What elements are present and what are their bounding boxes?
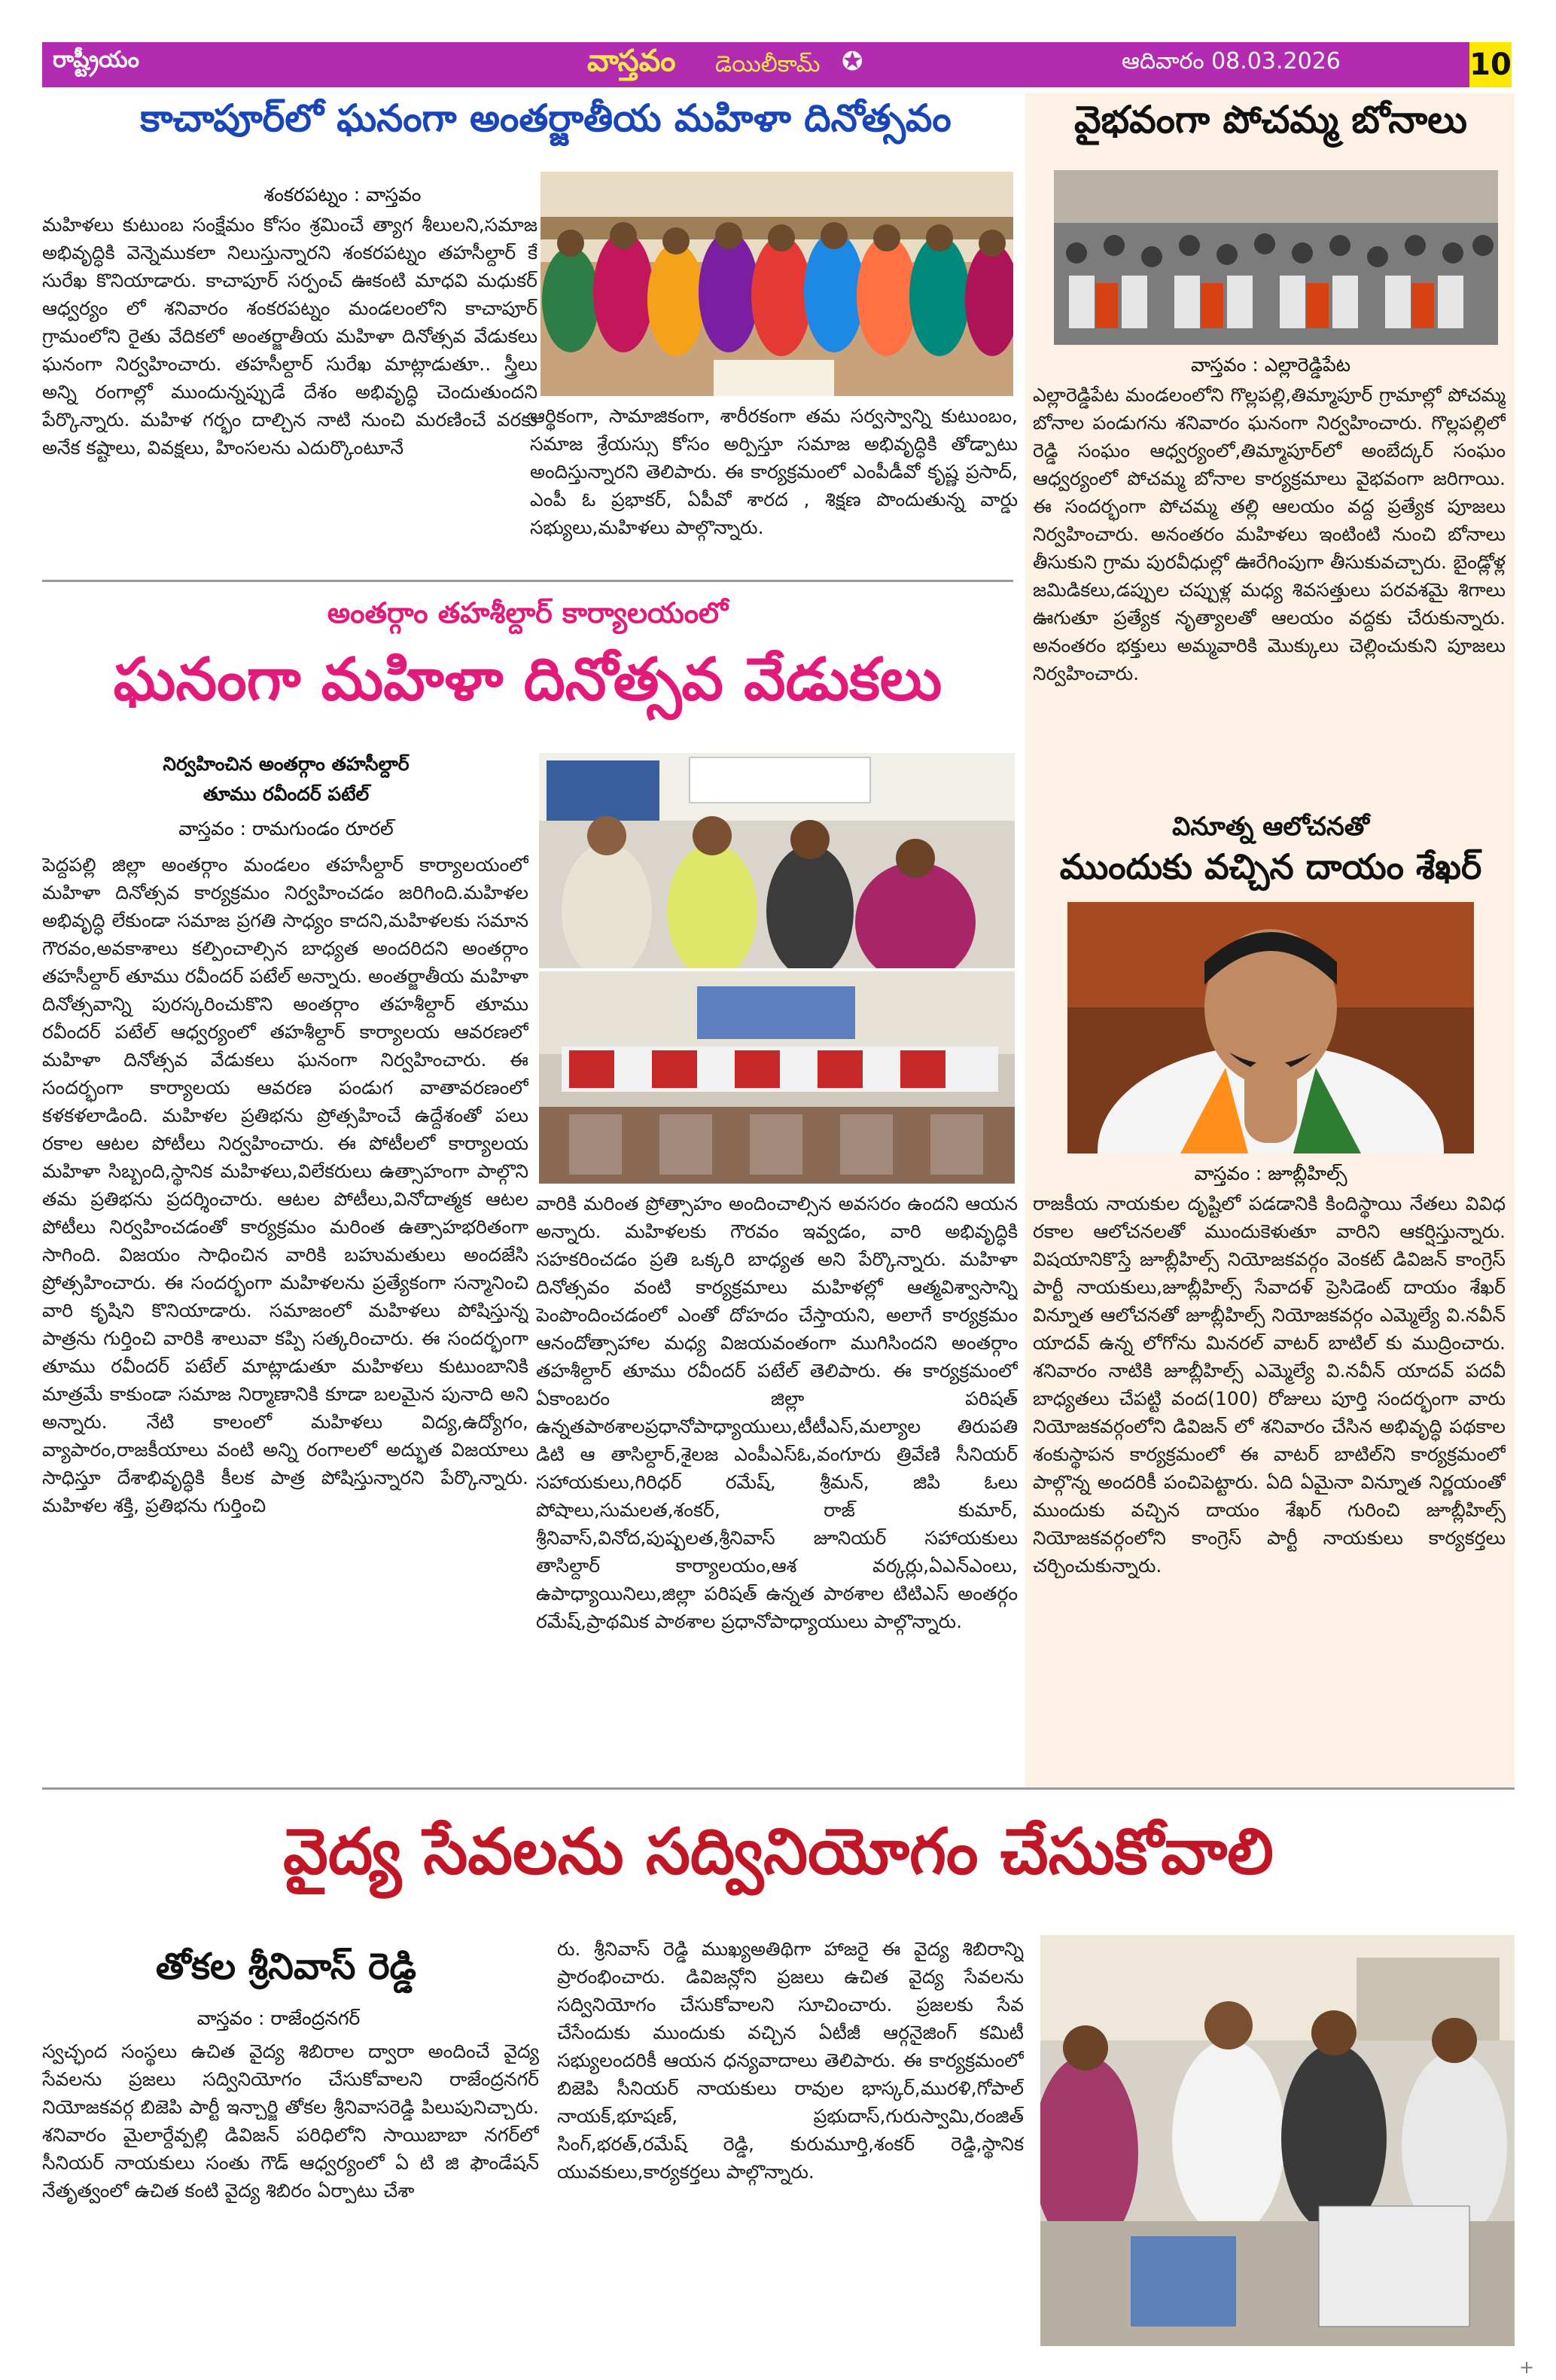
article2-column-2: వారికి మరింత ప్రోత్సాహం అందించాల్సిన అవసరం ఉందని ఆయన అన్నారు. మహిళలకు గౌరవం ఇవ్వడం, వారి అభివృద్ధికి సహకరించడం ప్రతి ఒక్కరి బాధ్యత అని పేర్కొన్నారు. మహిళా దినోత్సవం వంటి కార్యక్రమాలు మహిళల్లో ఆత్మవిశ్వాసాన్ని పెంపొందించడంలో ఎంతో దోహదం చేస్తాయని, అలాగే కార్యక్రమం ఆనందోత్సాహాల మధ్య విజయవంతంగా ముగిసిందని అంతర్గాం తహశీల్దార్ తూము రవీందర్ పటేల్ తెలిపారు. ఈ కార్యక్రమంలో ఏకాంబరం జిల్లా పరిషత్ ఉన్నతపాఠశాలప్రధానోపాధ్యాయులు,టీటీఎస్,మల్యాల తిరుపతి డిటి ఆ తాసిల్దార్,శైలజ ఎంపీఎస్ఓ,వంగూరు త్రివేణి సీనియర్ సహాయకులు,గిరిధర్ రమేష్, శ్రీమన్, జిపి ఓలు పోషాలు,సుమలత,శంకర్, రాజ్ కుమార్, శ్రీనివాస్,వినోద,పుష్పలత,శ్రీనివాస్ జూనియర్ సహాయకులు తాసిల్దార్ కార్యాలయం,ఆశ వర్కర్లు,ఏఎన్ఎంలు, ఉపాధ్యాయినిలు,జిల్లా పరిషత్ ఉన్నత పాఠశాల టిటిఎస్ అంతర్గం రమేష్,ప్రాథమిక పాఠశాల ప్రధానోపాధ్యాయులు పాల్గొన్నారు. — [536, 1193, 1018, 1632]
bird-icon: ✪ — [842, 47, 863, 77]
article4-kicker: వినూత్న ఆలోచనతో — [1172, 812, 1369, 842]
article2-photo-1 — [539, 753, 1015, 968]
article4-dateline: వాస్తవం : జూబ్లీహిల్స్ — [1194, 1163, 1347, 1184]
article5-column-2: రు. శ్రీనివాస్ రెడ్డి ముఖ్యఅతిథిగా హాజరై ఈ వైద్య శిబిరాన్ని ప్రారంభించారు. డివిజన్లోని ప్రజలు ఉచిత వైద్య సేవలను సద్వినియోగం చేసుకోవాలని సూచించారు. ప్రజలకు సేవ చేసేందుకు ముందుకు వచ్చిన ఏటీజీ ఆర్గనైజింగ్ కమిటీ సభ్యులందరికీ ఆయన ధన్యవాదాలు తెలిపారు. ఈ కార్యక్రమంలో బిజెపి సీనియర్ నాయకులు రావుల భాస్కర్,మురళి,గోపాల్ నాయక్,భూషణ్, ప్రభుదాస్,గురుస్వామి,రంజిత్ సింగ్,భరత్,రమేష్ రెడ్డి, కురుమూర్తి,శంకర్ రెడ్డి,స్థానిక యువకులు,కార్యకర్తలు పాల్గొన్నారు. — [557, 1938, 1024, 2183]
article3-dateline: వాస్తవం : ఎల్లారెడ్డిపేట — [1190, 354, 1351, 376]
article2-headline: ఘనంగా మహిళా దినోత్సవ వేడుకలు — [113, 646, 942, 714]
article4-body: రాజకీయ నాయకుల దృష్టిలో పడడానికి కిందిస్థాయి నేతలు వివిధ రకాల ఆలోచనలతో ముందుకెళుతూ వారిని ఆకర్షిస్తున్నారు. విషయానికొస్తే జూబ్లీహిల్స్ నియోజకవర్గం వెంకట్ డివిజన్ కాంగ్రెస్ పార్టీ నాయకులు,జూబ్లీహిల్స్ సేవాదళ్ ప్రెసిడెంట్ దాయం శేఖర్ విన్నూత ఆలోచనతో జూబ్లీహిల్స్ నియోజకవర్గం ఎమ్మెల్యే వి.నవీన్ యాదవ్ ఉన్న లోగోను మినరల్ వాటర్ బాటిల్ కు ముద్రించారు. శనివారం నాటికి జూబ్లీహిల్స్ ఎమ్మెల్యే వి.నవీన్ యాదవ్ పదవీ బాధ్యతలు చేపట్టి వంద(100) రోజులు పూర్తి సందర్భంగా వారు నియోజకవర్గంలోని డివిజన్ లో శనివారం చేసిన అభివృద్ధి పథకాల శంకుస్థాపన కార్యక్రమంలో ఈ వాటర్ బాటిల్‌ని కార్యక్రమంలో పాల్గొన్న అందరికీ పంచిపెట్టారు. ఏది ఏమైనా విన్నూత నిర్ణయంతో ముందుకు వచ్చిన దాయం శేఖర్ గురించి జూబ్లీహిల్స్ నియోజకవర్గంలోని కాంగ్రెస్ పార్టీ నాయకులు కార్యకర్తలు చర్చించుకున్నారు. — [1033, 1193, 1506, 1577]
article2-column-1: పెద్దపల్లి జిల్లా అంతర్గాం మండలం తహసీల్దార్ కార్యాలయంలో మహిళా దినోత్సవ కార్యక్రమం నిర్వహించడం జరిగింది.మహిళల అభివృద్ధి లేకుండా సమాజ ప్రగతి సాధ్యం కాదని,మహిళలకు సమాన గౌరవం,అవకాశాలు కల్పించాల్సిన బాధ్యత అందరిదని అంతర్గాం తహసీల్దార్ తూము రవీందర్ పటేల్ అన్నారు. అంతర్జాతీయ మహిళా దినోత్సవాన్ని పురస్కరించుకొని అంతర్గాం తహశీల్దార్ తూము రవీందర్ పటేల్ ఆధ్వర్యంలో తహశీల్దార్ కార్యాలయ ఆవరణలో మహిళా దినోత్సవ వేడుకలు ఘనంగా నిర్వహించారు. ఈ సందర్భంగా కార్యాలయ ఆవరణ పండుగ వాతావరణంలో కళకళలాడింది. మహిళల ప్రతిభను ప్రోత్సహించే ఉద్దేశంతో పలు రకాల ఆటల పోటీలు నిర్వహించారు. ఈ పోటీలలో కార్యాలయ మహిళా సిబ్బంది,స్థానిక మహిళలు,విలేకరులు ఉత్సాహంగా పాల్గొని తమ ప్రతిభను ప్రదర్శించారు. ఆటల పోటీలు,వినోదాత్మక ఆటల పోటీలు నిర్వహించడంతో కార్యక్రమం మరింత ఉత్సాహభరితంగా సాగింది. విజయం సాధించిన వారికి బహుమతులు అందజేసి ప్రోత్సహించారు. ఈ సందర్భంగా మహిళలను ప్రత్యేకంగా సన్మానించి వారి కృషిని కొనియాడారు. సమాజంలో మహిళలు పోషిస్తున్న పాత్రను గుర్తించి వారికి శాలువా కప్పి సత్కరించారు. ఈ సందర్భంగా తూము రవీందర్ పటేల్ మాట్లాడుతూ మహిళలు కుటుంబానికి మాత్రమే కాకుండా సమాజ నిర్మాణానికి కూడా బలమైన పునాది అని అన్నారు. నేటి కాలంలో మహిళలు విద్య,ఉద్యోగం, వ్యాపారం,రాజకీయాలు వంటి అన్ని రంగాలలో అద్భుత విజయాలు సాధిస్తూ దేశాభివృద్ధికి కీలక పాత్ర పోషిస్తున్నారని పేర్కొన్నారు. మహిళల శక్తి, ప్రతిభను గుర్తించి — [42, 854, 528, 1516]
article5-photo — [1040, 1935, 1515, 2346]
article2-kicker: అంతర్గాం తహశీల్దార్ కార్యాలయంలో — [327, 596, 729, 629]
article5-dateline: వాస్తవం : రాజేంద్రనగర్ — [196, 2007, 361, 2029]
article3-body: ఎల్లారెడ్డిపేట మండలంలోని గొల్లపల్లి,తిమ్మాపూర్ గ్రామాల్లో పోచమ్మ బోనాల పండుగను శనివారం ఘనంగా నిర్వహించారు. గొల్లపల్లిలో రెడ్డి సంఘం ఆధ్వర్యంలో,తిమ్మాపూర్‌లో అంబేద్కర్ సంఘం ఆధ్వర్యంలో పోచమ్మ బోనాల కార్యక్రమాలు వైభవంగా జరిగాయి. ఈ సందర్భంగా పోచమ్మ తల్లి ఆలయం వద్ద ప్రత్యేక పూజలు నిర్వహించారు. అనంతరం మహిళలు ఇంటింటి నుంచి బోనాలు తీసుకుని గ్రామ పురవీధుల్లో ఊరేగింపుగా తీసుకువచ్చారు. బైండ్లోళ్ల జమిడికలు,డప్పుల చప్పుళ్ల మధ్య శివసత్తులు పరవశమై శిగాలు ఊగుతూ ప్రత్యేక నృత్యాలతో ఆలయం వద్దకు చేరుకున్నారు. అనంతరం భక్తులు అమ్మవారికి మొక్కులు చెల్లించుకుని పూజలు నిర్వహించారు. — [1033, 384, 1506, 684]
article1-column-1: మహిళలు కుటుంబ సంక్షేమం కోసం శ్రమించే త్యాగ శీలులని,సమాజ అభివృద్ధికి వెన్నెముకలా నిలుస్తున్నారని శంకరపట్నం తహసీల్దార్ కే సురేఖ కొనియాడారు. కాచాపూర్ సర్పంచ్ ఊకంటి మాధవి మధుకర్ ఆధ్వర్యం లో శనివారం శంకరపట్నం మండలంలోని కాచాపూర్ గ్రామంలోని రైతు వేదికలో అంతర్జాతీయ మహిళా దినోత్సవ వేడుకలు ఘనంగా నిర్వహించారు. తహసీల్దార్ సురేఖ మాట్లాడుతూ.. స్త్రీలు అన్ని రంగాల్లో ముందున్నప్పుడే దేశం అభివృద్ధి చెందుతుందని పేర్కొన్నారు. మహిళ గర్భం దాల్చిన నాటి నుంచి మరణించే వరకు అనేక కష్టాలు, వివక్షలు, హింసలను ఎదుర్కొంటూనే — [42, 214, 537, 459]
article2-subline-2: తూము రవీందర్ పటేల్ — [202, 783, 370, 805]
divider — [42, 580, 1013, 582]
crop-mark-icon: + — [1519, 2357, 1535, 2378]
newspaper-name: వాస్తవం — [587, 44, 676, 78]
article2-dateline: వాస్తవం : రామగుండం రూరల్ — [178, 818, 394, 840]
page-number: 10 — [1469, 42, 1512, 87]
article3-photo — [1054, 170, 1498, 345]
article1-dateline: శంకరపట్నం : వాస్తవం — [263, 184, 422, 206]
divider — [42, 1787, 1515, 1790]
section-name: రాష్ట్రీయం — [53, 47, 139, 73]
article1-photo — [540, 172, 1013, 396]
article2-subline-1: నిర్వహించిన అంతర్గాం తహసీల్దార్ — [163, 753, 410, 775]
article4-photo — [1067, 902, 1474, 1153]
article5-headline: వైద్య సేవలను సద్వినియోగం చేసుకోవాలి — [283, 1815, 1274, 1888]
article5-column-1: స్వచ్ఛంద సంస్థలు ఉచిత వైద్య శిబిరాల ద్వారా అందించే వైద్య సేవలను ప్రజలు సద్వినియోగం చేసుకోవాలని రాజేంద్రనగర్ నియోజకవర్గ బిజెపి పార్టీ ఇన్చార్జి తోకల శ్రీనివాసరెడ్డి పిలుపునిచ్చారు. శనివారం మైలార్దేవ్పల్లి డివిజన్ పరిధిలోని సాయిబాబా నగర్‌లో సీనియర్ నాయకులు సంతు గౌడ్ ఆధ్వర్యంలో ఏ టి జి ఫౌండేషన్ నేతృత్వంలో ఉచిత కంటి వైద్య శిబిరం ఏర్పాటు చేశా — [42, 2040, 539, 2202]
article2-photo-2 — [539, 971, 1015, 1184]
article1-column-2: ఆర్థికంగా, సామాజికంగా, శారీరకంగా తమ సర్వస్వాన్ని కుటుంబం, సమాజ శ్రేయస్సు కోసం అర్పిస్తూ సమాజ అభివృద్ధికి తోడ్పాటు అందిస్తున్నారని తెలిపారు. ఈ కార్యక్రమంలో ఎంపీడీవో కృష్ణ ప్రసాద్, ఎంపీ ఓ ప్రభాకర్, ఏపీవో శారద , శిక్షణ పొందుతున్న వార్డు సభ్యులు,మహిళలు పాల్గొన్నారు. — [530, 405, 1018, 538]
article1-headline: కాచాపూర్‌లో ఘనంగా అంతర్జాతీయ మహిళా దినోత్సవం — [140, 96, 952, 140]
newspaper-subtitle: డెయిలీకామ్ — [715, 51, 821, 78]
article5-subhead: తోకల శ్రీనివాస్ రెడ్డి — [155, 1946, 417, 1988]
issue-date: ఆదివారం 08.03.2026 — [1122, 48, 1341, 75]
article4-headline: ముందుకు వచ్చిన దాయం శేఖర్ — [1059, 846, 1482, 887]
article3-headline: వైభవంగా పోచమ్మ బోనాలు — [1074, 98, 1467, 142]
